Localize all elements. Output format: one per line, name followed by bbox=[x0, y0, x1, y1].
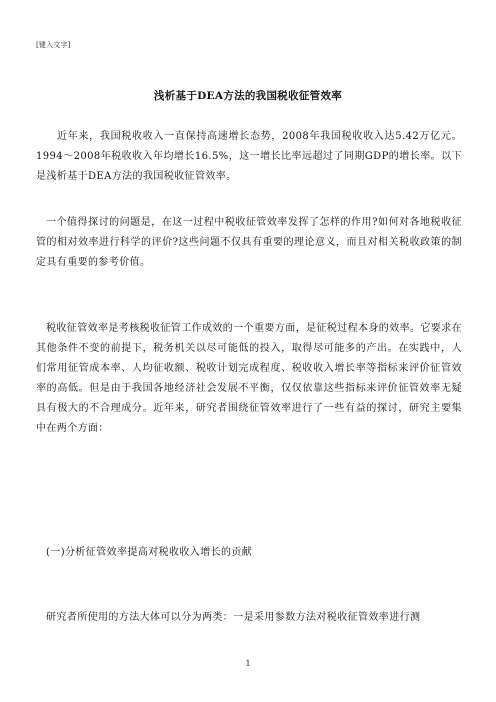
paragraph-definition: 税收征管效率是考核税收征管工作成效的一个重要方面，是征税过程本身的效率。它要求在其他条件不变的前提下，税务机关以尽可能低的投入，取得尽可能多的产出。在实践中，人们常用征管成本率、人均征收额、税收计划完成程度、税收收入增长率等指标来评价征管效率的高低。但是由于我国各地经济社会发展不平衡，仅仅依靠这些指标来评价征管效率无疑具有极大的不合理成分。近年来，研究者围绕征管效率进行了一些有益的探讨，研究主要集中在两个方面： bbox=[36, 323, 462, 434]
header-placeholder-text: [键入文字] bbox=[36, 41, 71, 49]
paragraph-methods: 研究者所使用的方法大体可以分为两类：一是采用参数方法对税收征管效率进行测 bbox=[46, 612, 421, 623]
section-heading: (一)分析征管效率提高对税收收入增长的贡献 bbox=[46, 547, 253, 558]
document-title: 浅析基于DEA方法的我国税收征管效率 bbox=[153, 90, 343, 102]
paragraph-intro: 近年来，我国税收收入一直保持高速增长态势，2008年我国税收收入达5.42万亿元。1994～2008年税收收入年均增长16.5%，这一增长比率远超过了同期GDP的增长率。以下是浅析基于DEA方法的我国税收征管效率。 bbox=[36, 131, 462, 182]
paragraph-question: 一个值得探讨的问题是，在这一过程中税收征管效率发挥了怎样的作用?如何对各地税收征管的相对效率进行科学的评价?这些问题不仅具有重要的理论意义，而且对相关税收政策的制定具有重要的参考价值。 bbox=[36, 217, 462, 268]
page-number: 1 bbox=[245, 659, 251, 668]
